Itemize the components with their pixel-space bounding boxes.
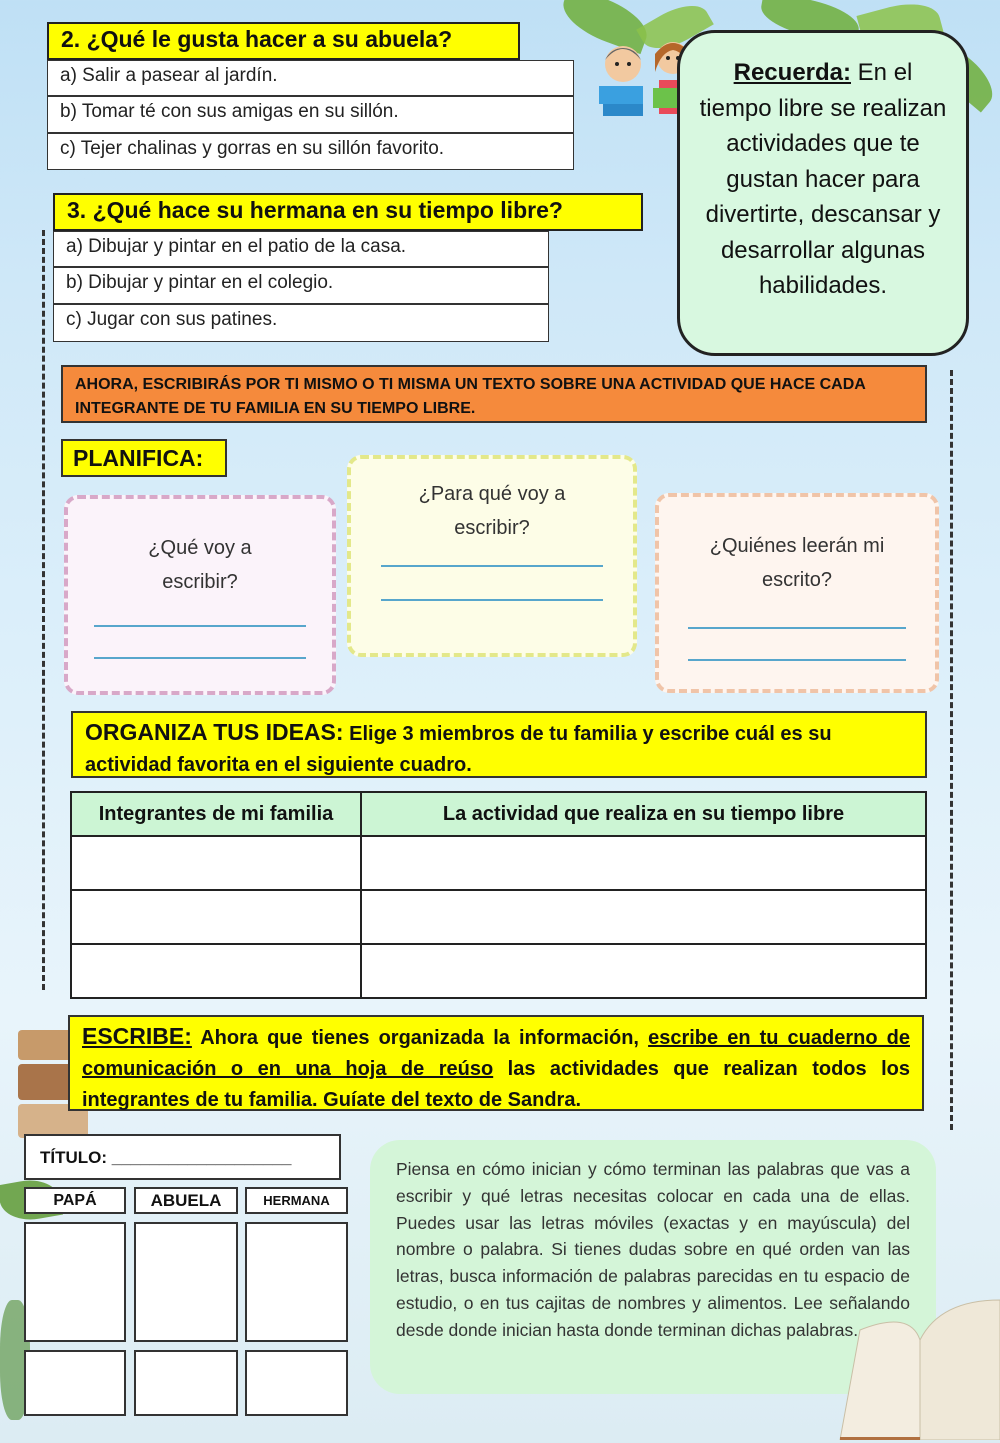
table-header-members: Integrantes de mi familia [71,792,361,836]
question-3-title: 3. ¿Qué hace su hermana en su tiempo libre? [53,193,643,231]
planifica-label: PLANIFICA: [61,439,227,477]
plan-box-what [64,495,336,695]
drawing-box-hermana[interactable] [245,1222,348,1342]
member-cell[interactable] [71,944,361,998]
instruction-banner: AHORA, ESCRIBIRÁS POR TI MISMO O TI MISMA UN TEXTO SOBRE UNA ACTIVIDAD QUE HACE CADA INTEGRANTE DE TU FAMILIA EN SU TIEMPO LIBRE. [61,365,927,423]
question-2-option-b[interactable]: b) Tomar té con sus amigas en su sillón. [47,96,574,133]
answer-line[interactable] [94,625,306,627]
question-3-option-c[interactable]: c) Jugar con sus patines. [53,304,549,342]
title-field[interactable]: TÍTULO: ___________________ [24,1134,341,1180]
activity-cell[interactable] [361,836,926,890]
writing-box-papa[interactable] [24,1350,126,1416]
member-label-papa: PAPÁ [24,1187,126,1214]
activity-cell[interactable] [361,890,926,944]
table-row [71,890,926,944]
recuerda-box [677,30,969,356]
plan-box-who [655,493,939,693]
piensa-note: Piensa en cómo inician y cómo terminan las palabras que vas a escribir y qué letras necesitas colocar en cada una de ellas. Puedes usar las letras móviles (exactas y en mayúscula) del nombre o palabra. Si tienes dudas sobre en qué orden van las letras, busca información de palabras parecidas en tu espacio de estudio, o en tus cajitas de nombres y alimentos. Lee señalando desde donde inician hasta donde terminan dichas palabras. [370,1140,936,1394]
drawing-box-abuela[interactable] [134,1222,238,1342]
answer-line[interactable] [381,565,603,567]
question-2-option-a[interactable]: a) Salir a pasear al jardín. [47,60,574,96]
drawing-box-papa[interactable] [24,1222,126,1342]
question-3-option-a[interactable]: a) Dibujar y pintar en el patio de la casa. [53,231,549,267]
escribe-text-underlined: escribe en tu cuaderno de comunicación o en una hoja de reúso [82,1027,910,1080]
answer-line[interactable] [381,599,603,601]
question-3-option-b[interactable]: b) Dibujar y pintar en el colegio. [53,267,549,304]
member-cell[interactable] [71,836,361,890]
writing-box-abuela[interactable] [134,1350,238,1416]
question-2-title: 2. ¿Qué le gusta hacer a su abuela? [47,22,520,60]
member-label-abuela: ABUELA [134,1187,238,1214]
organiza-banner [71,711,927,778]
plan-box-why-question: ¿Para qué voy a escribir? [418,483,566,539]
answer-line[interactable] [94,657,306,659]
family-activity-table [70,791,927,999]
dashed-border-right [950,370,953,1130]
activity-cell[interactable] [361,944,926,998]
plan-box-why [347,455,637,657]
organiza-label: ORGANIZA TUS IDEAS: [85,719,344,745]
table-header-activity: La actividad que realiza en su tiempo libre [361,792,926,836]
recuerda-text: En el tiempo libre se realizan actividades que te gustan hacer para divertirte, descansar y desarrollar algunas habilidades. [699,59,947,299]
plan-box-what-question: ¿Qué voy a escribir? [148,537,252,593]
dashed-border-left [42,230,45,990]
escribe-label: ESCRIBE: [82,1023,192,1049]
table-row [71,944,926,998]
escribe-banner [68,1015,924,1111]
organiza-text: Elige 3 miembros de tu familia y escribe cuál es su actividad favorita en el siguiente cuadro. [85,723,832,776]
writing-box-hermana[interactable] [245,1350,348,1416]
open-book-illustration [820,1270,1000,1440]
escribe-text-1: Ahora que tienes organizada la información, [200,1027,639,1049]
answer-line[interactable] [688,627,906,629]
member-cell[interactable] [71,890,361,944]
escribe-text-2: las actividades que realizan todos los integrantes de tu familia. Guíate del texto de Sandra. [82,1058,910,1111]
table-row [71,836,926,890]
recuerda-label: Recuerda: [733,59,851,86]
member-label-hermana: HERMANA [245,1187,348,1214]
question-2-option-c[interactable]: c) Tejer chalinas y gorras en su sillón favorito. [47,133,574,170]
plan-box-who-question: ¿Quiénes leerán mi escrito? [709,535,885,591]
answer-line[interactable] [688,659,906,661]
